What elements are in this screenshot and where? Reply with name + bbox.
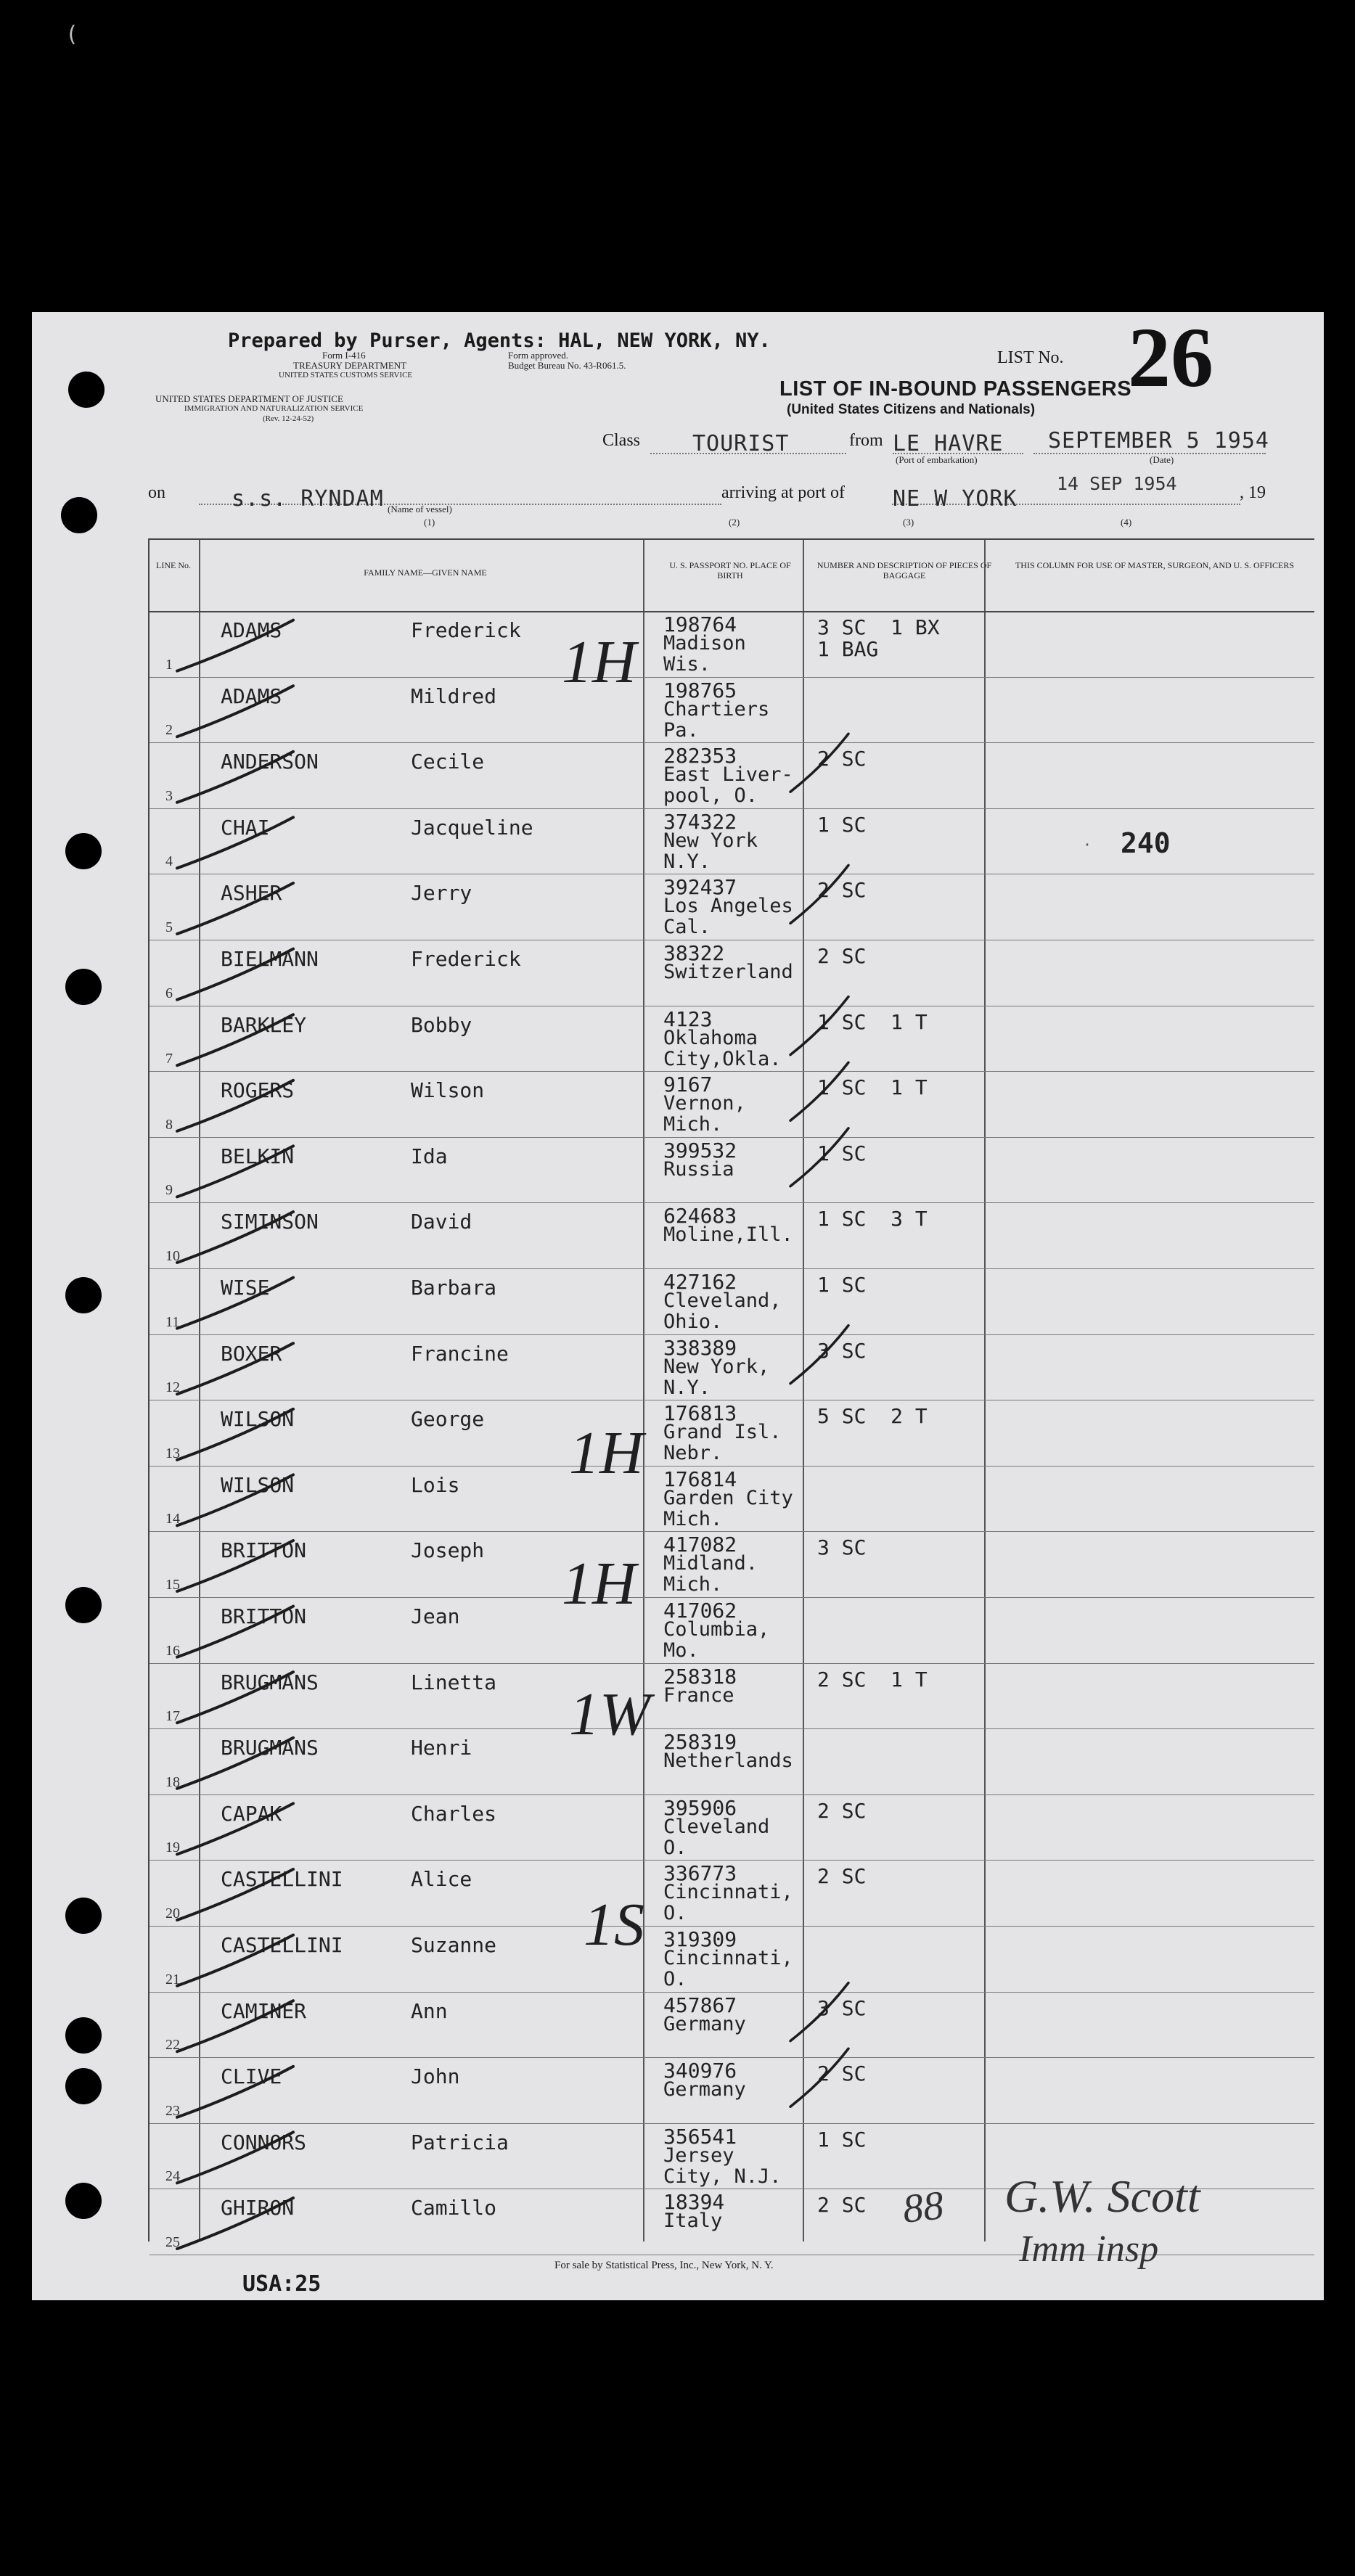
given-name: Alice (411, 1867, 472, 1892)
ins-service: IMMIGRATION AND NATURALIZATION SERVICE (184, 404, 364, 413)
from-label: from (849, 431, 883, 450)
line-number: 4 (165, 853, 173, 870)
handwritten-88: 88 (900, 2183, 946, 2232)
margin-slash (177, 1343, 293, 1394)
line-number: 17 (165, 1708, 180, 1725)
date-caption: (Date) (1150, 454, 1174, 465)
check-mark (790, 734, 848, 792)
manifest-sheet (32, 312, 1324, 2300)
line-number: 16 (165, 1642, 180, 1659)
line-number: 18 (165, 1773, 180, 1790)
given-name: George (411, 1407, 485, 1432)
place-of-birth: East Liver- pool, O. (663, 763, 793, 808)
baggage: 1 SC (817, 1273, 867, 1297)
port-of-embarkation: LE HAVRE (893, 431, 1004, 456)
passport-number: 282353 (663, 744, 737, 768)
revision: (Rev. 12-24-52) (263, 414, 314, 423)
given-name: Ann (411, 1998, 448, 2023)
place-of-birth: Garden City Mich. (663, 1486, 793, 1530)
list-subtitle: (United States Citizens and Nationals) (787, 402, 1036, 417)
line-number: 20 (165, 1905, 180, 1921)
margin-slash (177, 1935, 293, 1986)
baggage: 3 SC (817, 1535, 867, 1560)
place-of-birth: Los Angeles Cal. (663, 895, 793, 939)
passport-number: 417062 (663, 1599, 737, 1623)
margin-slash (177, 2067, 293, 2117)
check-mark (790, 1326, 848, 1384)
family-name: CONNORS (221, 2130, 307, 2154)
arrival-date-stamp: 14 SEP 1954 (1057, 473, 1177, 494)
line-number: 10 (165, 1247, 180, 1264)
family-name: BARKLEY (221, 1012, 307, 1037)
baggage: 1 SC (817, 812, 867, 837)
margin-slash (177, 2001, 293, 2051)
family-name: BELKIN (221, 1144, 295, 1168)
given-name: Camillo (411, 2196, 497, 2220)
margin-slash (177, 949, 293, 1000)
given-name: Patricia (411, 2130, 509, 2154)
baggage: 1 SC 1 T (817, 1009, 928, 1034)
place-of-birth: Madison Wis. (663, 632, 746, 676)
passport-number: 18394 (663, 2190, 725, 2215)
given-name: Jerry (411, 881, 472, 906)
passport-number: 338389 (663, 1335, 737, 1360)
line-number: 5 (165, 919, 173, 935)
family-name: CAMINER (221, 1998, 307, 2023)
check-mark (790, 1062, 848, 1120)
handwritten-1H: 1H (562, 1550, 636, 1617)
baggage: 2 SC (817, 2062, 867, 2086)
check-mark (790, 865, 848, 923)
inspector-title: Imm insp (1019, 2228, 1159, 2270)
margin-slash (177, 1409, 293, 1460)
family-name: CLIVE (221, 2064, 282, 2089)
given-name: Frederick (411, 618, 521, 642)
place-of-birth: Cincinnati, O. (663, 1947, 793, 1990)
family-name: BRUGMANS (221, 1670, 319, 1694)
given-name: Ida (411, 1144, 448, 1168)
given-name: Mildred (411, 684, 497, 708)
passport-number: 336773 (663, 1861, 737, 1886)
treasury-department: TREASURY DEPARTMENT (293, 360, 407, 371)
on-label: on (148, 483, 165, 502)
baggage: 3 SC 1 BX 1 BAG (817, 615, 940, 661)
margin-slash (177, 1080, 293, 1131)
departure-date: SEPTEMBER 5 1954 (1048, 428, 1269, 454)
place-of-birth: Grand Isl. Nebr. (663, 1421, 782, 1465)
given-name: Jean (411, 1604, 460, 1628)
place-of-birth: New York N.Y. (663, 829, 758, 873)
corner-mark: ( (65, 22, 79, 47)
check-mark (790, 997, 848, 1055)
given-name: Jacqueline (411, 815, 533, 840)
form-number: Form I-416 (322, 350, 366, 361)
passport-number: 417082 (663, 1533, 737, 1557)
baggage: 2 SC (817, 747, 867, 771)
family-name: WILSON (221, 1407, 295, 1432)
family-name: WISE (221, 1276, 270, 1300)
place-of-birth: Vernon, Mich. (663, 1092, 746, 1136)
place-of-birth: Cleveland, Ohio. (663, 1289, 782, 1333)
family-name: CAPAK (221, 1801, 282, 1826)
handwritten-1S: 1S (584, 1891, 644, 1958)
customs-service: UNITED STATES CUSTOMS SERVICE (279, 371, 413, 380)
passport-number: 427162 (663, 1270, 737, 1294)
given-name: Lois (411, 1472, 460, 1497)
check-mark (790, 2048, 848, 2107)
family-name: BRITTON (221, 1538, 307, 1563)
col-header-name: FAMILY NAME—GIVEN NAME (364, 567, 487, 578)
line-number: 1 (165, 656, 173, 673)
margin-slash (177, 620, 293, 671)
family-name: CHAI (221, 815, 270, 840)
passport-number: 399532 (663, 1138, 737, 1162)
margin-slash (177, 883, 293, 934)
passport-number: 9167 (663, 1072, 713, 1097)
passport-number: 457867 (663, 1993, 737, 2017)
place-of-birth: Columbia, Mo. (663, 1618, 770, 1662)
usa-count: USA:25 (242, 2271, 322, 2297)
col-header-officers: THIS COLUMN FOR USE OF MASTER, SURGEON, AND U. S. OFFICERS (1015, 560, 1295, 570)
check-mark (790, 1128, 848, 1186)
line-number: 7 (165, 1051, 173, 1067)
place-of-birth: Cleveland O. (663, 1815, 770, 1859)
family-name: ROGERS (221, 1078, 295, 1103)
line-number: 23 (165, 2102, 180, 2119)
baggage: 2 SC (817, 878, 867, 903)
col-num-2: (2) (729, 517, 740, 528)
officer-count: 240 (1121, 827, 1171, 859)
baggage: 3 SC (817, 1338, 867, 1363)
handwritten-marks (32, 312, 1324, 2300)
place-of-birth: Germany (663, 2012, 746, 2035)
baggage: 2 SC (817, 1798, 867, 1823)
col-num-3: (3) (903, 517, 914, 528)
baggage: 1 SC 3 T (817, 1207, 928, 1231)
place-of-birth: Moline,Ill. (663, 1223, 793, 1247)
passport-number: 258319 (663, 1730, 737, 1755)
line-number: 6 (165, 985, 173, 1001)
line-number: 15 (165, 1576, 180, 1593)
family-name: CASTELLINI (221, 1867, 343, 1892)
margin-slash (177, 1146, 293, 1197)
handwritten-1H: 1H (569, 1419, 644, 1487)
line-number: 19 (165, 1839, 180, 1856)
printer-credit: For sale by Statistical Press, Inc., New York, N. Y. (554, 2260, 774, 2271)
passport-number: 198764 (663, 612, 737, 636)
check-mark (790, 1983, 848, 2041)
place-of-birth: Switzerland (663, 961, 793, 983)
line-number: 13 (165, 1445, 180, 1461)
margin-slash (177, 686, 293, 737)
family-name: BIELMANN (221, 947, 319, 971)
margin-slash (177, 1474, 293, 1525)
family-name: WILSON (221, 1472, 295, 1497)
family-name: BRUGMANS (221, 1736, 319, 1760)
passport-number: 356541 (663, 2124, 737, 2149)
passport-number: 340976 (663, 2059, 737, 2083)
baggage: 1 SC (817, 2127, 867, 2152)
passport-number: 258318 (663, 1664, 737, 1689)
baggage: 2 SC 1 T (817, 1667, 928, 1691)
baggage: 2 SC (817, 944, 867, 968)
margin-slash (177, 1803, 293, 1854)
family-name: ADAMS (221, 618, 282, 642)
place-of-birth: Midland. Mich. (663, 1552, 758, 1596)
baggage: 5 SC 2 T (817, 1404, 928, 1429)
passport-number: 624683 (663, 1204, 737, 1228)
passport-number: 176814 (663, 1467, 737, 1491)
budget-bureau: Budget Bureau No. 43-R061.5. (508, 360, 626, 371)
margin-slash (177, 1212, 293, 1263)
col-header-passport: U. S. PASSPORT NO. PLACE OF BIRTH (669, 560, 791, 581)
family-name: SIMINSON (221, 1210, 319, 1234)
justice-department: UNITED STATES DEPARTMENT OF JUSTICE (155, 393, 343, 404)
margin-slash (177, 752, 293, 803)
family-name: ANDERSON (221, 750, 319, 774)
family-name: ADAMS (221, 684, 282, 708)
line-number: 12 (165, 1379, 180, 1396)
line-number: 8 (165, 1116, 173, 1133)
margin-slash (177, 1869, 293, 1920)
inspector-signature: G.W. Scott (1004, 2170, 1200, 2222)
margin-slash (177, 1607, 293, 1657)
baggage: 2 SC (817, 1864, 867, 1889)
list-no-label: LIST No. (997, 348, 1064, 367)
prepared-by-line: Prepared by Purser, Agents: HAL, NEW YORK, NY. (228, 329, 771, 352)
passport-number: 176813 (663, 1401, 737, 1426)
vessel-caption: (Name of vessel) (388, 504, 452, 514)
baggage: 1 SC 1 T (817, 1075, 928, 1100)
passport-number: 38322 (663, 941, 725, 965)
port-caption: (Port of embarkation) (896, 454, 978, 465)
line-number: 3 (165, 787, 173, 804)
family-name: BOXER (221, 1341, 282, 1366)
place-of-birth: New York, N.Y. (663, 1355, 770, 1399)
given-name: Joseph (411, 1538, 485, 1563)
line-number: 14 (165, 1511, 180, 1527)
given-name: Barbara (411, 1276, 497, 1300)
line-number: 25 (165, 2234, 180, 2250)
given-name: Suzanne (411, 1933, 497, 1957)
family-name: ASHER (221, 881, 282, 906)
margin-slash (177, 1738, 293, 1789)
list-title: LIST OF IN-BOUND PASSENGERS (779, 377, 1132, 401)
arriving-label: arriving at port of (721, 483, 845, 502)
line-number: 2 (165, 722, 173, 739)
place-of-birth: Netherlands (663, 1750, 793, 1773)
margin-slash (177, 2198, 293, 2249)
given-name: Wilson (411, 1078, 485, 1103)
margin-slash (177, 2132, 293, 2183)
vessel-name: s.s. RYNDAM (232, 486, 384, 512)
family-name: GHIRON (221, 2196, 295, 2220)
baggage: 3 SC (817, 1995, 867, 2020)
given-name: Frederick (411, 947, 521, 971)
place-of-birth: Chartiers Pa. (663, 697, 770, 742)
margin-slash (177, 1541, 293, 1591)
baggage: 1 SC (817, 1141, 867, 1165)
passport-number: 319309 (663, 1927, 737, 1951)
passport-number: 395906 (663, 1795, 737, 1820)
margin-slash (177, 1672, 293, 1723)
given-name: John (411, 2064, 460, 2089)
class-label: Class (602, 431, 641, 450)
passport-number: 198765 (663, 678, 737, 702)
list-number: 26 (1128, 310, 1213, 405)
passport-number: 374322 (663, 809, 737, 834)
form-approved: Form approved. (508, 350, 569, 361)
line-number: 22 (165, 2037, 180, 2054)
margin-slash (177, 1278, 293, 1329)
place-of-birth: Italy (663, 2210, 723, 2233)
col-num-4: (4) (1121, 517, 1132, 528)
col-header-baggage: NUMBER AND DESCRIPTION OF PIECES OF BAGGAGE (816, 560, 992, 581)
col-num-1: (1) (424, 517, 435, 528)
family-name: CASTELLINI (221, 1933, 343, 1957)
officer-dot: · (1083, 836, 1092, 853)
place-of-birth: Russia (663, 1157, 734, 1181)
given-name: Cecile (411, 750, 485, 774)
passport-number: 4123 (663, 1006, 713, 1031)
place-of-birth: Jersey City, N.J. (663, 2144, 782, 2188)
year-suffix: , 19 (1240, 483, 1266, 502)
arrival-port: NE W YORK (893, 486, 1018, 512)
class-value: TOURIST (692, 431, 790, 456)
given-name: Charles (411, 1801, 497, 1826)
place-of-birth: Germany (663, 2078, 746, 2101)
given-name: Linetta (411, 1670, 497, 1694)
margin-slash (177, 1014, 293, 1065)
given-name: Bobby (411, 1012, 472, 1037)
given-name: Francine (411, 1341, 509, 1366)
handwritten-1W: 1W (569, 1681, 650, 1748)
line-number: 24 (165, 2168, 180, 2185)
given-name: David (411, 1210, 472, 1234)
handwritten-1H: 1H (562, 628, 636, 696)
place-of-birth: Oklahoma City,Okla. (663, 1026, 782, 1070)
place-of-birth: Cincinnati, O. (663, 1881, 793, 1925)
line-number: 21 (165, 1971, 180, 1988)
family-name: BRITTON (221, 1604, 307, 1628)
passport-number: 392437 (663, 875, 737, 900)
col-header-line-no: LINE No. (156, 560, 191, 570)
line-number: 11 (165, 1313, 180, 1330)
baggage: 2 SC (817, 2193, 867, 2218)
margin-slash (177, 817, 293, 868)
place-of-birth: France (663, 1683, 734, 1707)
line-number: 9 (165, 1182, 173, 1199)
given-name: Henri (411, 1736, 472, 1760)
